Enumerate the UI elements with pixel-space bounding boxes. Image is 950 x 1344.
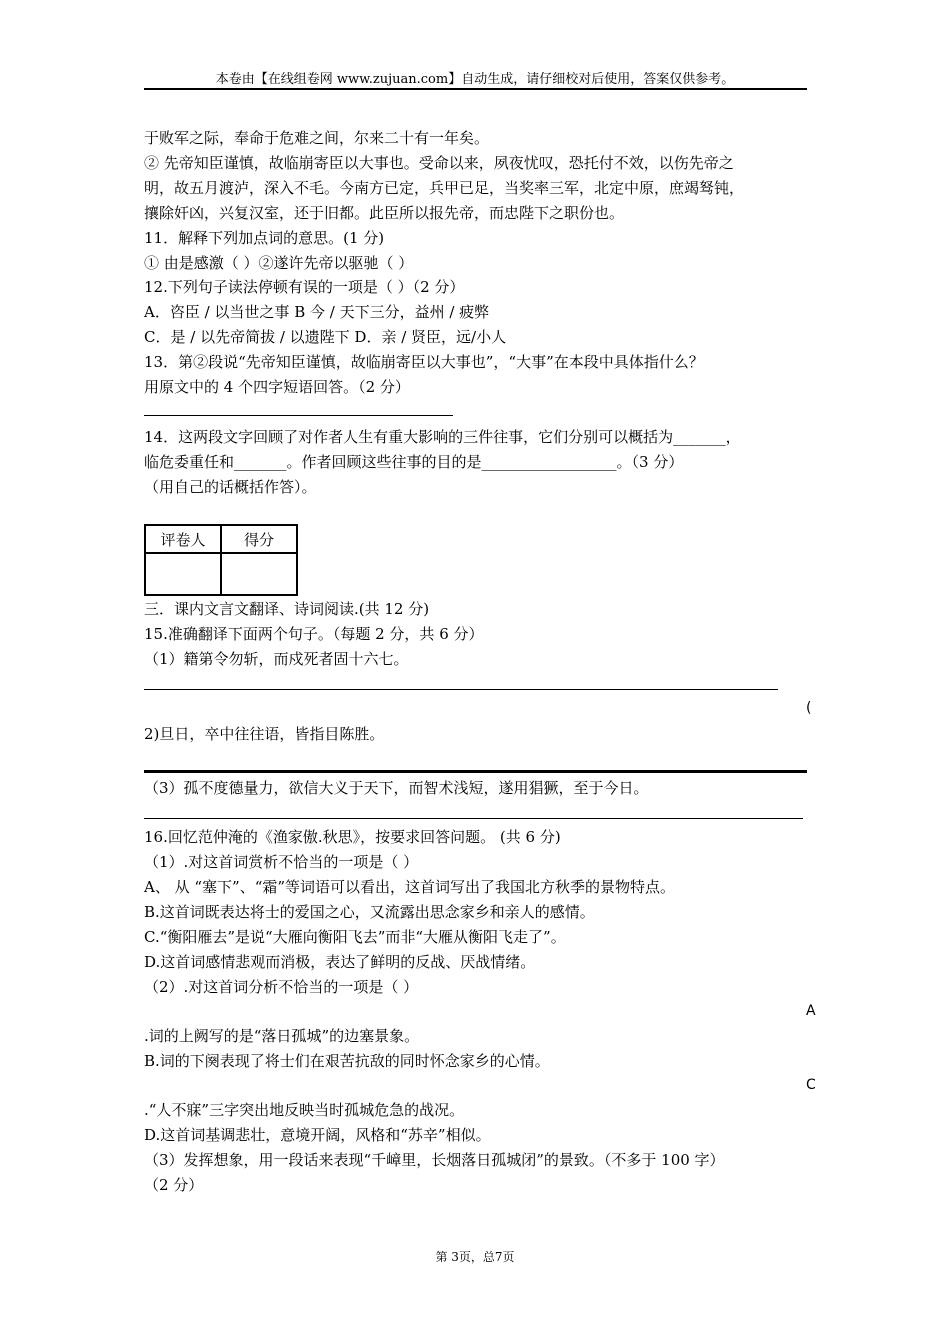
question-12-options-ab: A．咨臣 / 以当世之事 B 今 / 天下三分，益州 / 疲弊: [144, 303, 490, 321]
text-line: 攘除奸凶，兴复汉室，还于旧都。此臣所以报先帝，而忠陛下之职份也。: [144, 204, 625, 222]
header-rule: [144, 88, 807, 90]
question-15-1: （1）籍第令勿斩，而戍死者固十六七。: [144, 650, 409, 668]
question-14-cont: 临危委重任和_______。作者回顾这些往事的目的是__________________。（3 分）: [144, 453, 684, 471]
question-16-1: （1）.对这首词赏析不恰当的一项是（ ）: [144, 853, 419, 871]
text-fragment: (: [806, 700, 812, 716]
question-12-options-cd: C．是 / 以先帝简拔 / 以遗陛下 D．亲 / 贤臣，远/小人: [144, 328, 507, 346]
score-cell: [221, 553, 297, 595]
question-16-2: （2）.对这首词分析不恰当的一项是（ ）: [144, 978, 419, 996]
question-16: 16.回忆范仲淹的《渔家傲.秋思》，按要求回答问题。 (共 6 分): [144, 828, 561, 846]
text-line: ② 先帝知臣谨慎，故临崩寄臣以大事也。受命以来，夙夜忧叹，恐托付不效，以伤先帝之: [144, 154, 734, 172]
score-table: [144, 524, 298, 596]
score-header: 得分: [221, 525, 297, 553]
question-11: 11．解释下列加点词的意思。(1 分): [144, 229, 385, 247]
question-15-2: 2)旦日，卒中往往语，皆指目陈胜。: [144, 725, 385, 743]
option-letter-c: C: [806, 1077, 816, 1093]
text-line: 明，故五月渡泸，深入不毛。今南方已定，兵甲已足，当奖率三军，北定中原，庶竭驽钝，: [144, 179, 745, 197]
answer-line: [144, 415, 453, 416]
option-d: D.这首词感情悲观而消极，表达了鲜明的反战、厌战情绪。: [144, 953, 536, 971]
option-d: D.这首词基调悲壮，意境开阔，风格和“苏辛”相似。: [144, 1126, 491, 1144]
grader-header: 评卷人: [145, 525, 221, 553]
question-15-3: （3）孤不度德量力，欲信大义于天下，而智术浅短，遂用猖獗，至于今日。: [144, 779, 649, 797]
page-footer: 第 3页，总7页: [435, 1250, 515, 1264]
question-12: 12.下列句子读法停顿有误的一项是（ ）（2 分）: [144, 278, 465, 296]
option-a: A、 从 “塞下”、“霜”等词语可以看出，这首词写出了我国北方秋季的景物特点。: [144, 878, 676, 896]
option-b: B.词的下阕表现了将士们在艰苦抗敌的同时怀念家乡的心情。: [144, 1052, 550, 1070]
answer-line: [144, 689, 778, 690]
grader-cell: [145, 553, 221, 595]
question-14-note: （用自己的话概括作答）。: [144, 478, 317, 496]
text-line: 于败军之际，奉命于危难之间，尔来二十有一年矣。: [144, 129, 490, 147]
option-letter-a: A: [806, 1003, 816, 1019]
question-15: 15.准确翻译下面两个句子。（每题 2 分，共 6 分）: [144, 625, 484, 643]
option-c-text: .“人不寐”三字突出地反映当时孤城危急的战况。: [144, 1101, 465, 1119]
question-13: 13．第②段说“先帝知臣谨慎，故临崩寄臣以大事也”，“大事”在本段中具体指什么？: [144, 353, 704, 371]
page-header: 本卷由【在线组卷网 www.zujuan.com】自动生成，请仔细校对后使用，答案仅供参考。: [215, 72, 735, 87]
question-14: 14．这两段文字回顾了对作者人生有重大影响的三件往事，它们分别可以概括为_______，: [144, 428, 741, 446]
option-c: C.“衡阳雁去”是说“大雁向衡阳飞去”而非“大雁从衡阳飞走了”。: [144, 928, 566, 946]
question-16-3-points: （2 分）: [144, 1176, 204, 1194]
section-three-title: 三．课内文言文翻译、诗词阅读.(共 12 分): [144, 600, 430, 618]
option-a-text: .词的上阙写的是“落日孤城”的边塞景象。: [144, 1027, 420, 1045]
question-11-items: ① 由是感激（ ）②遂许先帝以驱驰（ ）: [144, 254, 414, 272]
question-13-cont: 用原文中的 4 个四字短语回答。（2 分）: [144, 378, 410, 396]
answer-line: [144, 818, 803, 819]
answer-line: [144, 770, 807, 773]
question-16-3: （3）发挥想象，用一段话来表现“千嶂里，长烟落日孤城闭”的景致。（不多于 100 字）: [144, 1151, 725, 1169]
option-b: B.这首词既表达将士的爱国之心，又流露出思念家乡和亲人的感情。: [144, 903, 595, 921]
